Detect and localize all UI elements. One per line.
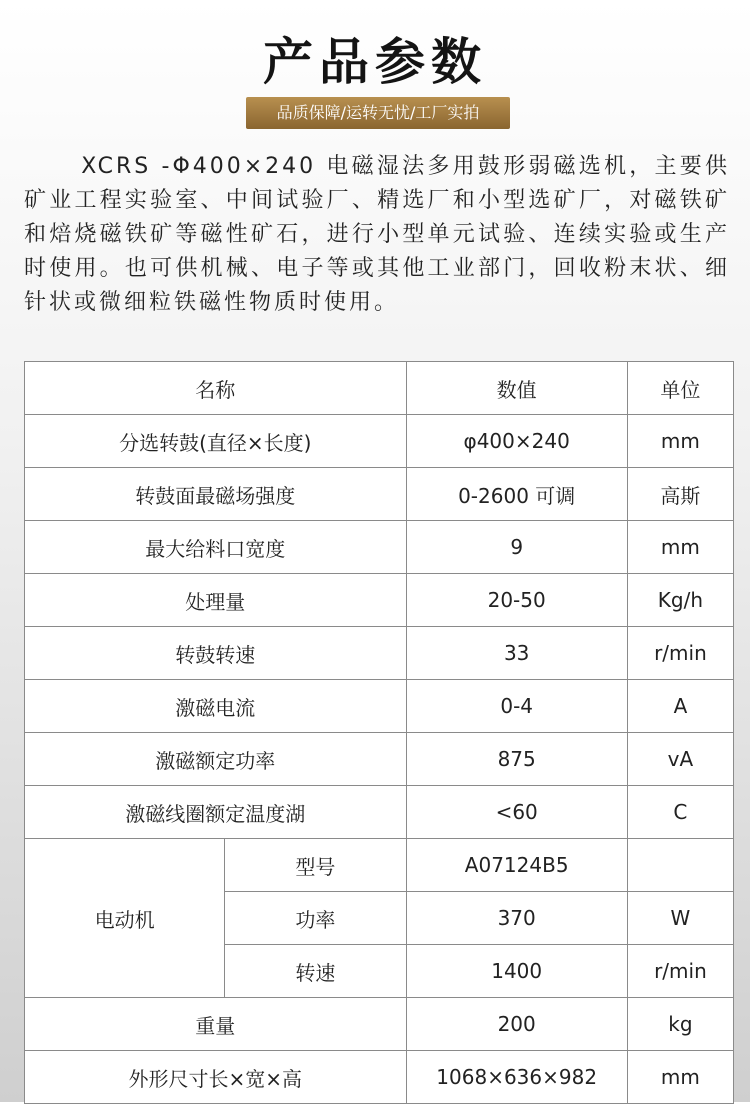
motor-row xyxy=(25,839,734,892)
row-name: 最大给料口宽度 xyxy=(25,521,407,574)
row-unit: C xyxy=(627,786,733,839)
row-value: 200 xyxy=(406,998,627,1051)
table-row xyxy=(25,521,734,574)
product-description: XCRS -Φ400×240 电磁湿法多用鼓形弱磁选机，主要供矿业工程实验室、中间试验厂、精选厂和小型选矿厂，对磁铁矿和焙烧磁铁矿等磁性矿石，进行小型单元试验、连续实验或生产时使用。也可供机械、电子等或其他工业部门，回收粉末状、细针状或微细粒铁磁性物质时使用。 xyxy=(24,154,730,315)
motor-sub-name: 型号 xyxy=(225,839,406,892)
row-name: 处理量 xyxy=(25,574,407,627)
table-header-row xyxy=(25,362,734,415)
motor-sub-name: 转速 xyxy=(225,945,406,998)
row-unit: mm xyxy=(627,415,733,468)
row-name: 转鼓转速 xyxy=(25,627,407,680)
row-unit: Kg/h xyxy=(627,574,733,627)
motor-sub-value: 1400 xyxy=(406,945,627,998)
row-unit: mm xyxy=(627,521,733,574)
row-name: 激磁电流 xyxy=(25,680,407,733)
header-value: 数值 xyxy=(406,362,627,415)
row-name: 分选转鼓(直径×长度) xyxy=(25,415,407,468)
row-name: 外形尺寸长×宽×高 xyxy=(25,1051,407,1104)
row-name: 转鼓面最磁场强度 xyxy=(25,468,407,521)
row-value: 20-50 xyxy=(406,574,627,627)
header-name: 名称 xyxy=(25,362,407,415)
row-value: 0-4 xyxy=(406,680,627,733)
row-name: 重量 xyxy=(25,998,407,1051)
row-unit: 高斯 xyxy=(627,468,733,521)
motor-sub-name: 功率 xyxy=(225,892,406,945)
table-row xyxy=(25,786,734,839)
tagline-badge: 品质保障/运转无忧/工厂实拍 xyxy=(246,97,510,129)
table-row xyxy=(25,680,734,733)
table-row xyxy=(25,998,734,1051)
motor-sub-unit: W xyxy=(627,892,733,945)
motor-label: 电动机 xyxy=(25,839,225,998)
row-unit: vA xyxy=(627,733,733,786)
motor-sub-value: 370 xyxy=(406,892,627,945)
table-row xyxy=(25,574,734,627)
motor-sub-value: A07124B5 xyxy=(406,839,627,892)
table-row xyxy=(25,733,734,786)
row-value: 33 xyxy=(406,627,627,680)
header-unit: 单位 xyxy=(627,362,733,415)
row-value: <60 xyxy=(406,786,627,839)
row-unit: kg xyxy=(627,998,733,1051)
page-title: 产品参数 xyxy=(263,33,487,91)
motor-sub-unit: r/min xyxy=(627,945,733,998)
row-unit: mm xyxy=(627,1051,733,1104)
row-value: 9 xyxy=(406,521,627,574)
row-unit: r/min xyxy=(627,627,733,680)
row-name: 激磁额定功率 xyxy=(25,733,407,786)
row-value: 1068×636×982 xyxy=(406,1051,627,1104)
table-row xyxy=(25,468,734,521)
motor-sub-unit xyxy=(627,839,733,892)
spec-table xyxy=(24,361,734,1104)
table-row xyxy=(25,627,734,680)
row-name: 激磁线圈额定温度湖 xyxy=(25,786,407,839)
table-row xyxy=(25,415,734,468)
row-unit: A xyxy=(627,680,733,733)
row-value: 875 xyxy=(406,733,627,786)
row-value: φ400×240 xyxy=(406,415,627,468)
table-row xyxy=(25,1051,734,1104)
row-value: 0-2600 可调 xyxy=(406,468,627,521)
